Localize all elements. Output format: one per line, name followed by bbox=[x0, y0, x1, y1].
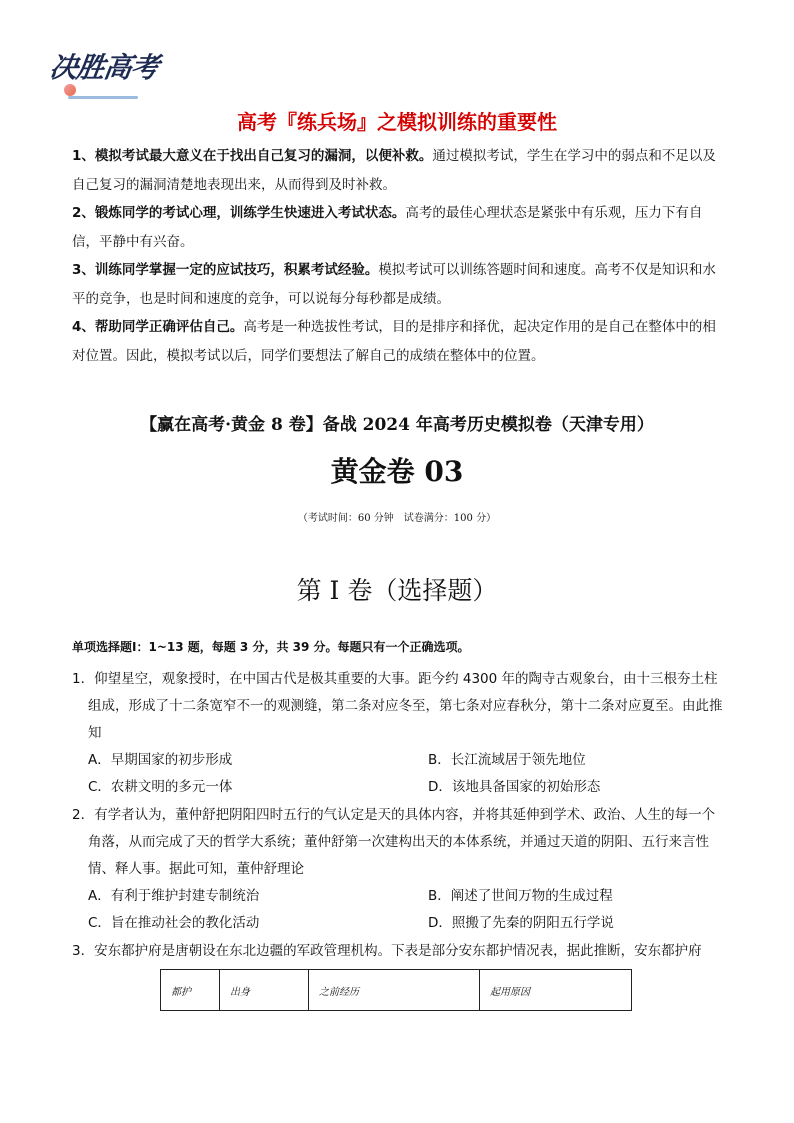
option-c[interactable]: C．旨在推动社会的教化活动 bbox=[88, 915, 260, 931]
table-header-cell: 都护 bbox=[161, 970, 220, 1011]
intro-item: 2、锻炼同学的考试心理，训练学生快速进入考试状态。高考的最佳心理状态是紧张中有乐观，压力下有自信，平静中有兴奋。 bbox=[72, 205, 703, 250]
intro-item: 4、帮助同学正确评估自己。高考是一种选拔性考试，目的是排序和择优，起决定作用的是自己在整体中的相对位置。因此，模拟考试以后，同学们要想法了解自己的成绩在整体中的位置。 bbox=[72, 319, 716, 364]
option-d[interactable]: D．照搬了先秦的阴阳五行学说 bbox=[428, 915, 614, 931]
table-header-cell: 起用原因 bbox=[480, 970, 632, 1011]
option-c[interactable]: C．农耕文明的多元一体 bbox=[88, 779, 233, 795]
intro-item: 3、训练同学掌握一定的应试技巧，积累考试经验。模拟考试可以训练答题时间和速度。高考不仅是知识和水平的竞争，也是时间和速度的竞争，可以说每分每秒都是成绩。 bbox=[72, 262, 716, 307]
intro-block bbox=[72, 142, 726, 370]
option-d[interactable]: D．该地具备国家的初始形态 bbox=[428, 779, 601, 795]
section-instructions: 单项选择题Ⅰ：1~13 题，每题 3 分，共 39 分。每题只有一个正确选项。 bbox=[72, 640, 470, 654]
question-stem: 3．安东都护府是唐朝设在东北边疆的军政管理机构。下表是部分安东都护情况表，据此推断，安东都护府 bbox=[72, 943, 702, 959]
option-a[interactable]: A．早期国家的初步形成 bbox=[88, 752, 233, 768]
option-b[interactable]: B．阐述了世间万物的生成过程 bbox=[428, 888, 613, 904]
option-a[interactable]: A．有利于维护封建专制统治 bbox=[88, 888, 260, 904]
option-b[interactable]: B．长江流域居于领先地位 bbox=[428, 752, 586, 768]
volume-title: 黄金卷 03 bbox=[330, 455, 464, 488]
exam-info: （考试时间：60 分钟 试卷满分：100 分） bbox=[297, 513, 497, 524]
series-title: 【赢在高考·黄金 8 卷】备战 2024 年高考历史模拟卷（天津专用） bbox=[140, 415, 654, 435]
question-stem: 2．有学者认为，董仲舒把阴阳四时五行的气认定是天的具体内容，并将其延伸到学术、政治、人生的每一个角落，从而完成了天的哲学大系统；董仲舒第一次建构出天的本体系统，并通过天道的阴阳、五行来言性情、释人事。据此可知，董仲舒理论 bbox=[72, 807, 716, 877]
info-table bbox=[160, 969, 632, 1011]
question-stem: 1．仰望星空，观象授时，在中国古代是极其重要的大事。距今约 4300 年的陶寺古观象台，由十三根夯土柱组成，形成了十二条宽窄不一的观测缝，第二条对应冬至，第七条对应春秋分，第十二条对应夏至。由此推知 bbox=[72, 671, 723, 741]
options-grid bbox=[72, 883, 728, 937]
part-title: 第 I 卷（选择题） bbox=[296, 576, 498, 605]
question-1 bbox=[72, 666, 728, 801]
table-header-cell: 出身 bbox=[220, 970, 309, 1011]
question-3 bbox=[72, 938, 728, 965]
question-2 bbox=[72, 802, 728, 937]
options-grid bbox=[72, 747, 728, 801]
table-header-cell: 之前经历 bbox=[309, 970, 480, 1011]
logo-emblem-icon bbox=[64, 84, 76, 96]
logo-wordmark: 决胜高考 bbox=[47, 51, 161, 84]
table-header-row bbox=[161, 970, 632, 1011]
logo bbox=[44, 40, 162, 106]
intro-item: 1、模拟考试最大意义在于找出自己复习的漏洞，以便补救。通过模拟考试，学生在学习中的弱点和不足以及自己复习的漏洞清楚地表现出来，从而得到及时补救。 bbox=[72, 148, 716, 193]
banner-title: 高考『练兵场』之模拟训练的重要性 bbox=[237, 110, 557, 134]
logo-wave-icon bbox=[68, 96, 138, 99]
